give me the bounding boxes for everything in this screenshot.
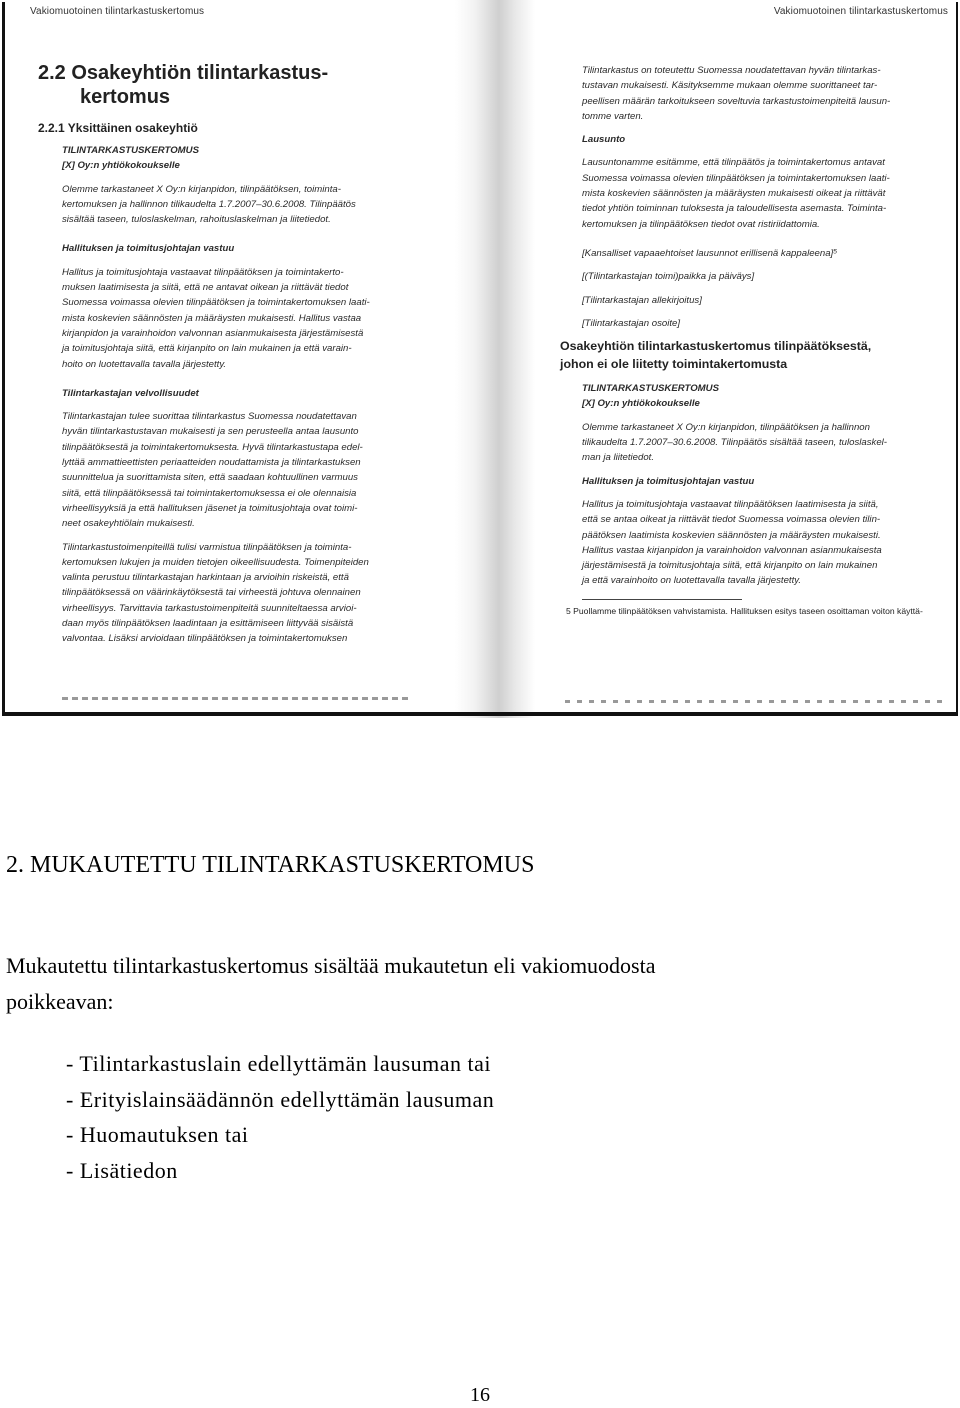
scan-line: Tilintarkastustoimenpiteillä tulisi varmistua tilinpäätöksen ja toiminta- [62,541,352,553]
right-report-title: TILINTARKASTUSKERTOMUS [582,383,719,395]
scan-line: daan myös tilinpäätöksen laadintaan ja esittämiseen liittyvää sisäistä [62,618,354,630]
left-addressee: [X] Oy:n yhtiökokoukselle [62,160,180,172]
scan-line: Hallitus ja toimitusjohtaja vastaavat tilinpäätöksen ja toimintakerto- [62,266,344,278]
scan-line: Tilintarkastus on toteutettu Suomessa noudatettavan hyvän tilintarkas- [582,65,881,76]
scan-line: tomme varten. [582,110,644,122]
scan-line: että se antaa oikeat ja riittävät tiedot Suomessa voimassa olevien tilin- [582,514,881,526]
left-board-heading: Hallituksen ja toimitusjohtajan vastuu [62,243,235,255]
list-item: - Huomautuksen tai [66,1122,249,1147]
right-bracket-note: [Kansalliset vapaaehtoiset lausunnot erillisenä kappaleena]⁵ [582,247,838,259]
list-item: - Tilintarkastuslain edellyttämän lausuman tai [66,1051,492,1076]
scan-line: Olemme tarkastaneet X Oy:n kirjanpidon, tilinpäätöksen ja hallinnon [582,421,870,433]
scan-line: suunnittelua ja suorittamista siten, että saadaan kohtuullinen varmuus [62,472,358,484]
section-title: 2. MUKAUTETTU TILINTARKASTUSKERTOMUS [6,852,535,878]
scan-line: lyttää ammattieettisten periaatteiden noudattamista ja tilintarkastuksen [62,457,361,469]
right-footnote: 5 Puollamme tilinpäätöksen vahvistamista. Hallituksen esitys taseen osoittaman voiton käyttä- [566,605,923,616]
scan-line: kertomuksen ja tilinpäätöksen tiedot ovat ristiriidattomia. [582,218,820,230]
scan-line: hoito on luotettavalla tavalla järjestetty. [62,358,227,370]
left-subsection-heading: 2.2.1 Yksittäinen osakeyhtiö [38,121,198,135]
list-item: - Lisätiedon [66,1157,178,1183]
intro-line: Mukautettu tilintarkastuskertomus sisältää mukautetun eli vakiomuodosta [6,953,656,978]
right-second-heading-line: johon ei ole liitetty toimintakertomusta [560,357,788,372]
scan-line: päätöksen laatimista koskevien säännösten ja määräysten mukaisesti. [582,529,881,541]
left-auditor-heading: Tilintarkastajan velvollisuudet [62,387,199,399]
page-number: 16 [470,1384,490,1406]
scan-line: peellisen määrän tarkoitukseen soveltuvia tarkastustoimenpiteitä lausun- [582,95,891,107]
left-section-heading-line: 2.2 Osakeyhtiön tilintarkastus- [38,62,329,84]
scan-line: Hallitus ja toimitusjohtaja vastaavat tilinpäätöksen laatimisesta ja siitä, [582,498,879,510]
scan-line: neet osakeyhtiölain mukaisesti. [62,518,195,530]
scan-line: siitä, että tilinpäätöksessä tai toimintakertomuksessa ei ole olennaisia [62,487,357,499]
right-running-head: Vakiomuotoinen tilintarkastuskertomus [773,6,948,17]
right-board-heading: Hallituksen ja toimitusjohtajan vastuu [582,475,755,487]
scan-line: kirjanpidon ja varainhoidon valvonnan asianmukaisesta järjestämisestä [62,327,364,339]
right-bracket-note: [Tilintarkastajan osoite] [582,317,681,329]
right-bracket-note: [Tilintarkastajan allekirjoitus] [582,294,702,306]
scan-line: järjestämisestä ja toimitusjohtaja siitä, että kirjanpito on lain mukainen [582,560,878,572]
scan-line: tiedot yhtiön toiminnan tuloksesta ja taloudellisesta asemasta. Toiminta- [582,203,887,215]
scan-line: valinta perustuu tilintarkastajan harkintaan ja arvioihin riskeistä, että [62,572,349,584]
scan-line: Hallitus vastaa kirjanpidon ja varainhoidon valvonnan asianmukaisesta [582,544,882,556]
scan-line: muksen laatimisesta ja siitä, että ne antavat oikean ja riittävät tiedot [62,282,349,294]
right-statement-heading: Lausunto [582,134,626,146]
scan-line: man ja liitetiedot. [582,452,654,464]
right-bracket-note: [(Tilintarkastajan toimi)paikka ja päiväys] [582,271,755,283]
scan-line: virheellisyyksiä ja että hallituksen jäsenet ja toimitusjohtaja ovat toimi- [62,502,358,514]
scan-line: Lausuntonamme esitämme, että tilinpäätös ja toimintakertomus antavat [582,157,885,169]
scan-line: ja että varainhoito on luotettavalla tavalla järjestetty. [582,575,802,587]
scan-line: Olemme tarkastaneet X Oy:n kirjanpidon, tilinpäätöksen, toiminta- [62,183,341,195]
scan-border [2,2,958,716]
left-report-title: TILINTARKASTUSKERTOMUS [62,145,199,156]
scan-line: tustavan mukaisesti. Käsityksemme mukaan olemme suorittaneet tar- [582,80,878,92]
scan-line: tilikaudelta 1.7.2007–30.6.2008. Tilinpäätös sisältää taseen, tuloslaskel- [582,437,887,449]
scan-line: mista koskevien säännösten ja määräysten mukaisesti oikeat ja riittävät [582,188,886,200]
scan-line: tilinpäätöksessä on väärinkäytöksestä tai virheestä johtuva olennainen [62,587,361,599]
scan-line: mista koskevien säännösten ja määräysten mukaisesti. Hallitus vastaa [62,312,362,324]
scan-line: ja toimitusjohtaja siitä, että kirjanpito on lain mukainen ja että varain- [62,343,352,355]
scan-line: kertomuksen ja hallinnon tilikaudelta 1.7.2007–30.6.2008. Tilinpäätös [62,198,356,210]
deviation-list [66,1046,494,1188]
scan-line: tilinpäätöksestä ja toimintakertomuksesta. Hyvä tilintarkastustapa edel- [62,441,363,453]
right-addressee: [X] Oy:n yhtiökokoukselle [582,398,700,410]
scan-line: Suomessa voimassa olevien tilinpäätöksen ja toimintakertomuksen laati- [62,297,370,309]
list-item: - Erityislainsäädännön edellyttämän lausuman [66,1086,495,1112]
scan-line: kertomuksen lukujen ja muiden tietojen oikeellisuudesta. Toimenpiteiden [62,556,369,568]
left-section-heading-line: kertomus [80,86,171,108]
scan-line: hyvän tilintarkastustavan mukaisesti ja sen perusteella antaa lausunto [62,426,359,438]
scan-line: virheellisyys. Tarvittavia tarkastustoimenpiteitä suunniteltaessa arvioi- [62,602,357,614]
left-running-head: Vakiomuotoinen tilintarkastuskertomus [30,6,205,17]
scan-line: Tilintarkastajan tulee suorittaa tilintarkastus Suomessa noudatettavan [62,411,357,423]
scan-line: sisältää taseen, tuloslaskelman, rahoituslaskelman ja liitetiedot. [62,214,331,226]
scan-line: Suomessa voimassa olevien tilinpäätöksen ja toimintakertomuksen laati- [582,172,890,184]
intro-paragraph [6,948,946,1020]
intro-line: poikkeavan: [6,989,114,1014]
scan-line: valvontaa. Lisäksi arvioidaan tilinpäätöksen ja toimintakertomuksen [62,633,348,645]
right-second-heading-line: Osakeyhtiön tilintarkastuskertomus tilinpäätöksestä, [560,339,872,354]
